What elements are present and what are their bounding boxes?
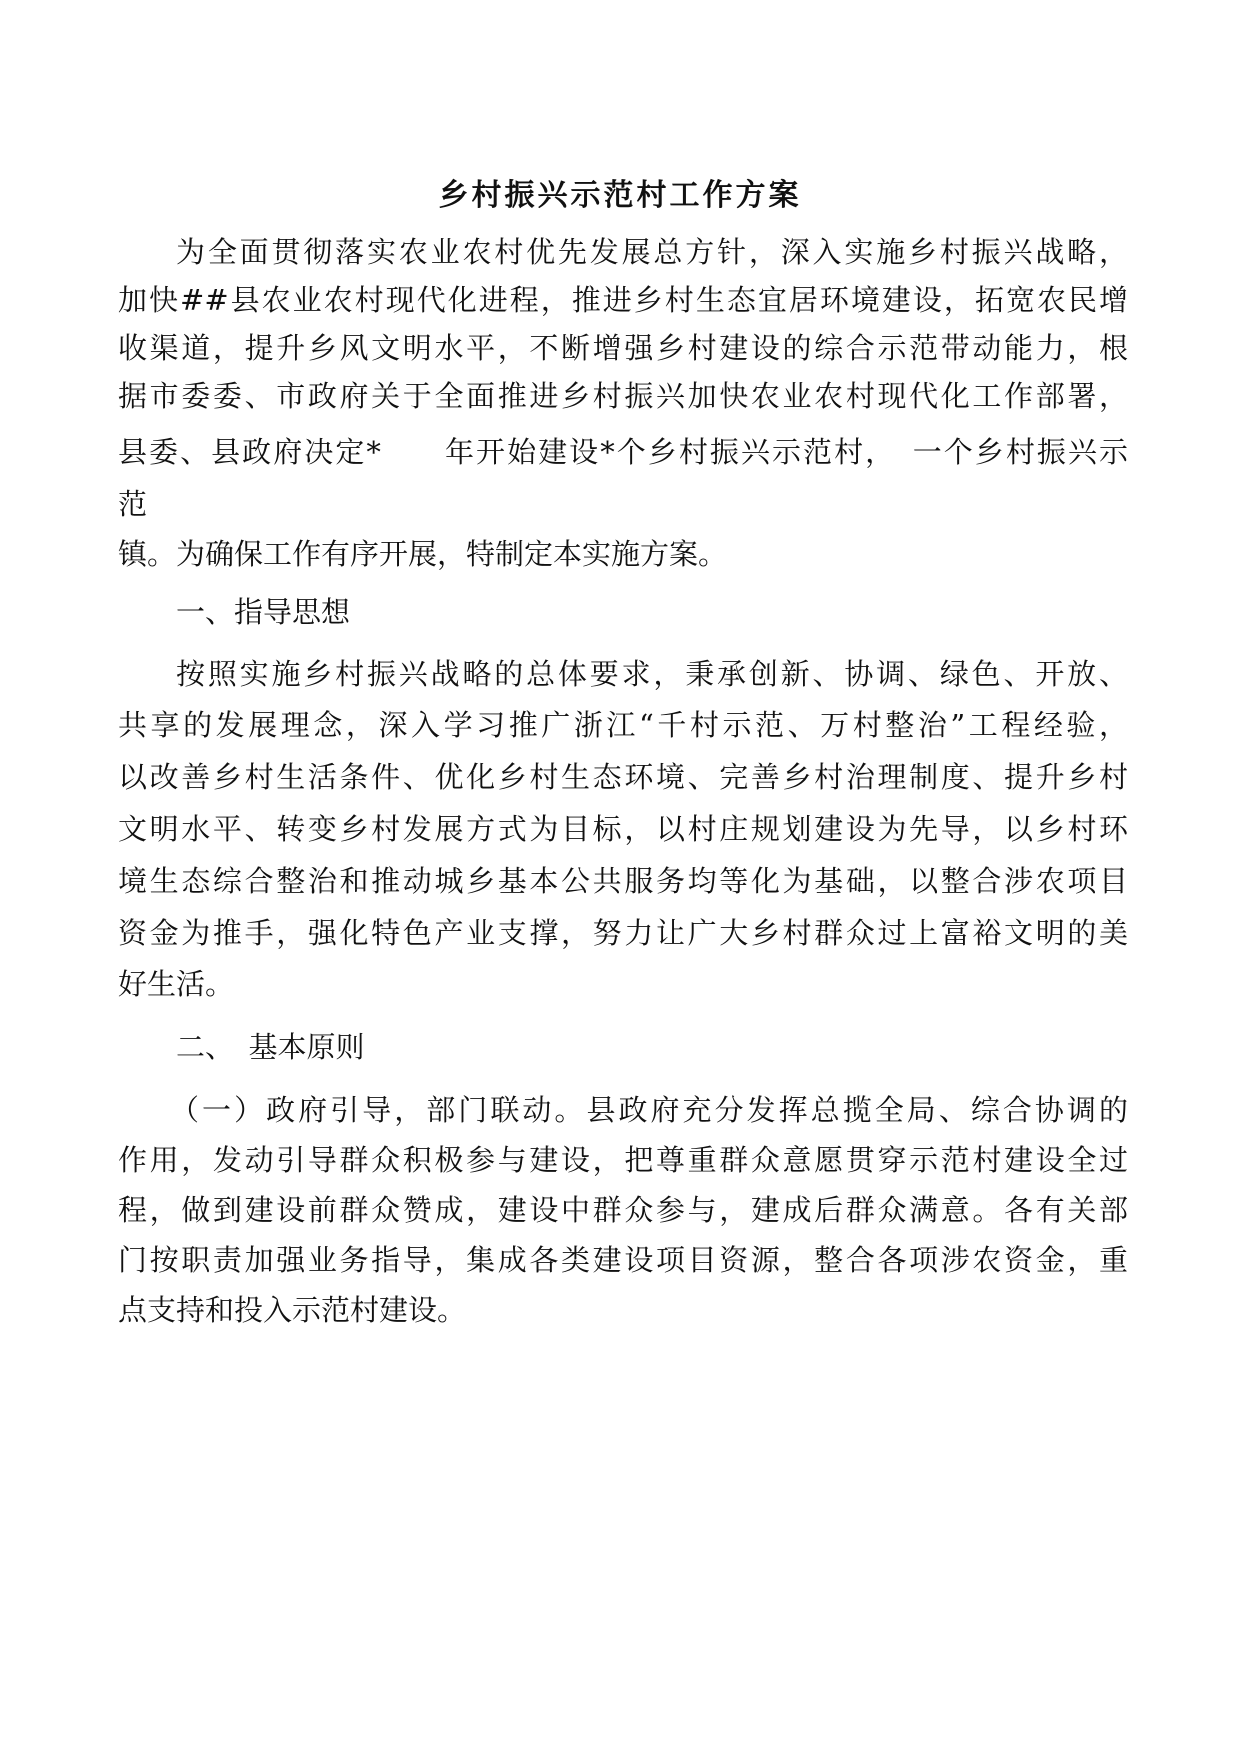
intro-line: 加快##县农业农村现代化进程，推进乡村生态宜居环境建设，拓宽农民增 xyxy=(118,283,1128,317)
section1-line: 共享的发展理念，深入学习推广浙江“千村示范、万村整治”工程经验， xyxy=(118,708,1128,742)
section1-line: 境生态综合整治和推动城乡基本公共服务均等化为基础，以整合涉农项目 xyxy=(118,864,1128,898)
section-heading: 二、 基本原则 xyxy=(176,1030,365,1064)
intro-line: 镇。为确保工作有序开展，特制定本实施方案。 xyxy=(118,537,728,571)
section1-line: 按照实施乡村振兴战略的总体要求，秉承创新、协调、绿色、开放、 xyxy=(176,657,1128,691)
section2-line: 点支持和投入示范村建设。 xyxy=(118,1293,467,1327)
section1-line: 好生活。 xyxy=(118,967,235,1001)
intro-line: 范 xyxy=(118,487,148,521)
section2-line: 作用，发动引导群众积极参与建设，把尊重群众意愿贯穿示范村建设全过 xyxy=(118,1143,1128,1177)
section-heading: 一、指导思想 xyxy=(176,595,351,629)
intro-line: 为全面贯彻落实农业农村优先发展总方针，深入实施乡村振兴战略， xyxy=(176,235,1128,269)
intro-line: 据市委委、市政府关于全面推进乡村振兴加快农业农村现代化工作部署， xyxy=(118,379,1128,413)
section1-line: 文明水平、转变乡村发展方式为目标，以村庄规划建设为先导，以乡村环 xyxy=(118,812,1128,846)
intro-line: 县委、县政府决定* 年开始建设*个乡村振兴示范村， 一个乡村振兴示 xyxy=(118,435,1128,469)
section1-line: 资金为推手，强化特色产业支撑，努力让广大乡村群众过上富裕文明的美 xyxy=(118,916,1128,950)
section2-line: 门按职责加强业务指导，集成各类建设项目资源，整合各项涉农资金，重 xyxy=(118,1243,1128,1277)
section2-line: （一）政府引导，部门联动。县政府充分发挥总揽全局、综合协调的 xyxy=(170,1093,1128,1127)
intro-line: 收渠道，提升乡风文明水平，不断增强乡村建设的综合示范带动能力，根 xyxy=(118,331,1128,365)
section1-line: 以改善乡村生活条件、优化乡村生态环境、完善乡村治理制度、提升乡村 xyxy=(118,760,1128,794)
document-title: 乡村振兴示范村工作方案 xyxy=(438,178,802,213)
section2-line: 程，做到建设前群众赞成，建设中群众参与，建成后群众满意。各有关部 xyxy=(118,1193,1128,1227)
